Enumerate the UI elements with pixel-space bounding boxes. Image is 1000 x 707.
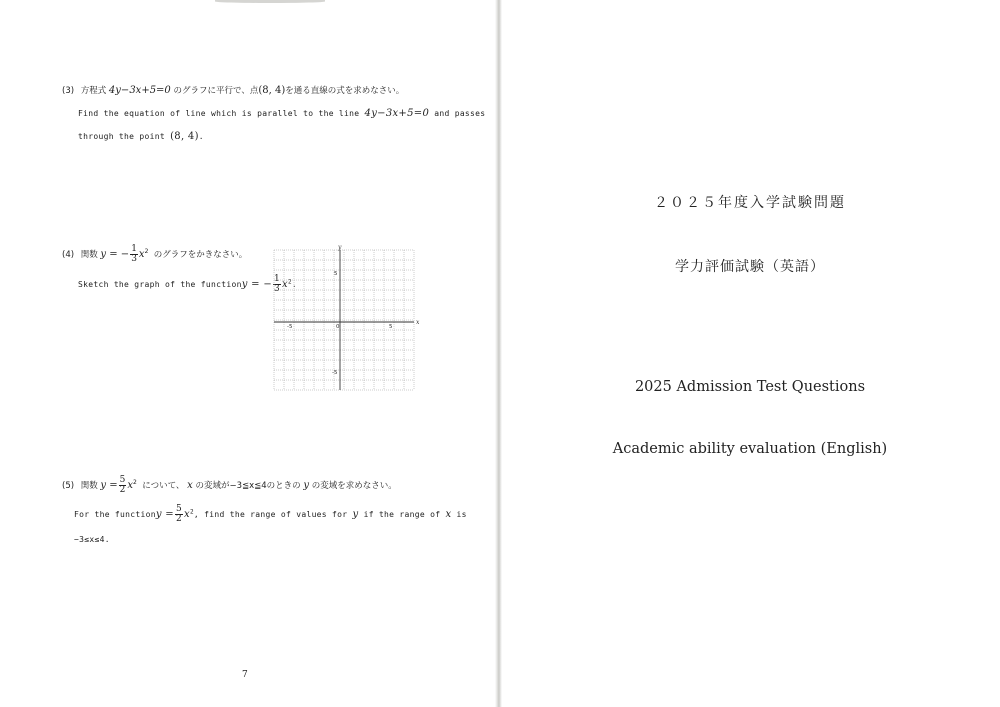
q5-en-pre: For the function	[74, 510, 156, 519]
q5-english-line2	[74, 535, 110, 544]
q3-japanese	[62, 84, 404, 96]
q5-english-line1	[74, 505, 467, 524]
title-english: 2025 Admission Test Questions	[634, 379, 866, 395]
q3-en-point: (8, 4)	[170, 131, 199, 142]
q5-jp-pre: 関数	[80, 481, 98, 491]
q5-en-mid: if the range of	[363, 510, 441, 519]
q4-en-end: .	[291, 280, 298, 289]
q5-jp-post: の変域を求めなさい。	[311, 481, 397, 491]
q4-jp-pre: 関数	[80, 250, 98, 260]
q5-en-frac-den: 2	[175, 514, 183, 524]
q4-func-var: x	[138, 249, 145, 260]
q5-func-lhs: y =	[100, 480, 118, 491]
q5-jp-mid1: について、	[142, 481, 185, 491]
q5-func-exp: 2	[133, 479, 137, 487]
page-number: 7	[242, 670, 248, 680]
q4-frac-den: 3	[131, 254, 137, 264]
q5-en-line2: −3≤x≤4.	[74, 535, 110, 544]
q4-english	[78, 275, 297, 294]
q5-number: (5)	[62, 481, 75, 491]
scan-shadow	[215, 0, 325, 3]
q4-japanese	[62, 245, 247, 264]
q5-en-x: x	[445, 509, 452, 520]
q4-func-exp: 2	[144, 248, 149, 256]
subtitle-japanese: 学力評価試験（英語）	[675, 259, 825, 275]
tick-x-neg5: -5	[287, 324, 293, 330]
q5-frac-den: 2	[119, 485, 126, 495]
x-axis-label: x	[416, 319, 420, 326]
q5-en-func-var: x	[184, 509, 190, 520]
q5-fraction	[119, 476, 127, 495]
q5-jp-x: x	[187, 480, 193, 491]
tick-y-neg5: -5	[332, 370, 338, 376]
q3-en-pre: Find the equation of line which is parallel to the line	[78, 109, 360, 118]
q5-en-func-exp: 2	[189, 508, 194, 516]
q4-func-lhs: y = −	[100, 249, 130, 260]
q5-en-fraction	[175, 505, 183, 524]
q3-equation: 4y−3x+5=0	[108, 85, 171, 96]
q5-frac-num: 5	[119, 475, 126, 485]
q3-en-equation: 4y−3x+5=0	[364, 108, 430, 119]
q4-en-func-lhs: y = −	[241, 279, 272, 290]
q5-jp-y: y	[303, 480, 310, 491]
q3-number: (3)	[62, 86, 75, 96]
q4-en-frac-num: 1	[274, 274, 281, 284]
q3-jp-post: を通る直線の式を求めなさい。	[285, 86, 405, 96]
q4-en-func-exp: 2	[287, 278, 292, 286]
coordinate-grid[interactable]	[270, 244, 422, 394]
q5-func-var: x	[127, 480, 134, 491]
q3-english-line2	[78, 131, 204, 142]
grid-lines	[274, 250, 414, 390]
right-page	[500, 0, 1000, 707]
q3-en-post: and passes	[434, 109, 486, 118]
q4-fraction	[130, 245, 138, 264]
q5-en-post: , find the range of values for	[193, 510, 348, 519]
tick-y-pos5: 5	[334, 271, 338, 277]
q5-jp-mid2: の変域が−3≦x≦4のときの	[195, 481, 301, 491]
q4-frac-num: 1	[131, 244, 137, 254]
title-japanese: ２０２５年度入学試験問題	[654, 195, 846, 211]
q4-en-func-var: x	[282, 279, 288, 290]
book-spine	[495, 0, 502, 707]
q3-en-end: .	[198, 132, 204, 141]
q3-english-line1	[78, 108, 485, 119]
q3-point: (8, 4)	[258, 85, 286, 96]
left-page	[0, 0, 497, 707]
q4-jp-post: のグラフをかきなさい。	[153, 250, 248, 260]
q5-en-func-lhs: y =	[155, 509, 174, 520]
q4-number: (4)	[62, 250, 75, 260]
y-axis-label: y	[338, 244, 342, 251]
q3-en-line2: through the point	[78, 132, 165, 141]
q5-en-is: is	[456, 510, 467, 519]
tick-origin: 0	[336, 324, 340, 330]
q5-en-frac-num: 5	[175, 504, 183, 514]
q3-jp-mid: のグラフに平行で、点	[173, 86, 259, 96]
q4-en-frac-den: 3	[274, 284, 281, 294]
q4-en-pre: Sketch the graph of the function	[78, 280, 242, 289]
q5-japanese	[62, 476, 397, 495]
q5-en-y: y	[352, 509, 359, 520]
tick-x-pos5: 5	[389, 324, 393, 330]
subtitle-english: Academic ability evaluation (English)	[612, 441, 888, 457]
q3-jp-pre: 方程式	[80, 86, 107, 96]
